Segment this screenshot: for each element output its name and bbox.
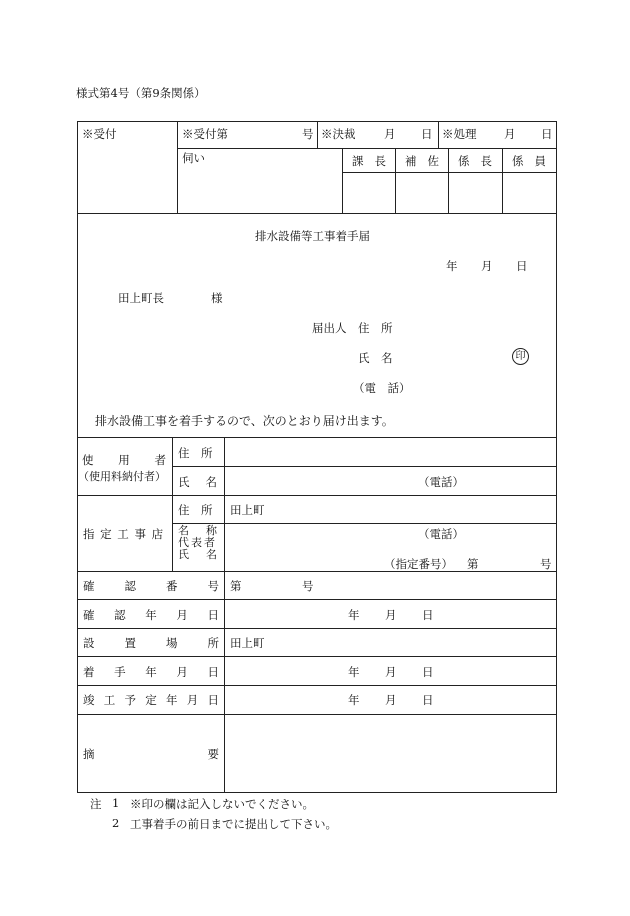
divider bbox=[77, 571, 557, 572]
date-day: 日 bbox=[516, 259, 528, 273]
confirmation-number-label: 確 認 番 号 bbox=[83, 579, 219, 593]
addressee: 田上町長 bbox=[118, 291, 164, 305]
divider bbox=[77, 714, 557, 715]
location-value: 田上町 bbox=[230, 636, 265, 650]
divider bbox=[172, 523, 557, 524]
applicant-name-label: 氏 名 bbox=[358, 351, 393, 365]
role-header: 補 佐 bbox=[405, 154, 439, 168]
divider bbox=[317, 121, 318, 148]
confirmation-year: 年 bbox=[348, 608, 360, 622]
divider bbox=[177, 121, 178, 213]
processing-month: 月 bbox=[504, 127, 516, 141]
note-1-text: ※印の欄は記入しないでください。 bbox=[130, 797, 314, 811]
confirmation-month: 月 bbox=[385, 608, 397, 622]
user-name-label: 氏 名 bbox=[178, 475, 217, 489]
confirmation-number-prefix: 第 bbox=[230, 579, 242, 593]
divider bbox=[77, 599, 557, 600]
contractor-label: 指 定 工 事 店 bbox=[83, 527, 165, 541]
completion-month: 月 bbox=[385, 693, 397, 707]
role-header: 課 長 bbox=[352, 154, 386, 168]
contractor-address-label: 住 所 bbox=[178, 503, 213, 517]
form-title: 排水設備等工事着手届 bbox=[255, 229, 370, 243]
processing-day: 日 bbox=[541, 127, 553, 141]
user-label-sub: （使用料納付者） bbox=[78, 470, 166, 483]
divider bbox=[177, 148, 557, 149]
processing-label: ※処理 bbox=[442, 127, 477, 141]
start-day: 日 bbox=[422, 665, 434, 679]
contractor-phone-label: （電話） bbox=[418, 527, 464, 541]
contractor-name-label-1: 名 称 bbox=[178, 524, 217, 537]
note-2-number: 2 bbox=[112, 816, 120, 830]
divider bbox=[502, 148, 503, 213]
applicant-address-label: 住 所 bbox=[358, 321, 393, 335]
contractor-name-label-2: 代表者 bbox=[178, 536, 217, 549]
completion-day: 日 bbox=[422, 693, 434, 707]
note-2-text: 工事着手の前日までに提出して下さい。 bbox=[130, 817, 337, 831]
divider bbox=[395, 148, 396, 213]
note-1-number: 1 bbox=[112, 796, 120, 810]
decision-label: ※決裁 bbox=[321, 127, 356, 141]
user-phone-label: （電話） bbox=[418, 475, 464, 489]
divider bbox=[172, 437, 173, 571]
statement: 排水設備工事を着手するので、次のとおり届け出ます。 bbox=[95, 414, 394, 428]
divider bbox=[77, 656, 557, 657]
contractor-address-value: 田上町 bbox=[230, 503, 265, 517]
decision-day: 日 bbox=[421, 127, 433, 141]
divider bbox=[77, 685, 557, 686]
date-month: 月 bbox=[481, 259, 493, 273]
completion-year: 年 bbox=[348, 693, 360, 707]
notes-heading: 注 bbox=[90, 797, 102, 811]
user-label: 使 用 者 bbox=[82, 453, 166, 467]
start-month: 月 bbox=[385, 665, 397, 679]
user-address-label: 住 所 bbox=[178, 446, 213, 460]
divider bbox=[77, 213, 557, 214]
role-header: 係 長 bbox=[458, 154, 492, 168]
designation-number-prefix: 第 bbox=[467, 557, 479, 571]
completion-date-label: 竣 工 予 定 年 月 日 bbox=[83, 693, 219, 707]
location-label: 設 置 場 所 bbox=[83, 636, 219, 650]
date-year: 年 bbox=[446, 259, 458, 273]
reception-number-label: ※受付第 bbox=[182, 127, 228, 141]
reception-label: ※受付 bbox=[82, 127, 117, 141]
divider bbox=[77, 628, 557, 629]
divider bbox=[172, 466, 557, 467]
honorific: 様 bbox=[211, 291, 223, 305]
divider bbox=[224, 437, 225, 792]
seal-mark: 印 bbox=[512, 348, 529, 365]
start-date-label: 着 手 年 月 日 bbox=[83, 665, 219, 679]
designation-number-suffix: 号 bbox=[540, 557, 552, 571]
applicant-phone-label: （電 話） bbox=[353, 381, 411, 395]
divider bbox=[342, 148, 343, 213]
role-header: 係 員 bbox=[512, 154, 546, 168]
form-number: 様式第4号（第9条関係） bbox=[76, 86, 206, 100]
reception-number-suffix: 号 bbox=[302, 127, 314, 141]
confirmation-date-label: 確 認 年 月 日 bbox=[83, 608, 219, 622]
divider bbox=[77, 437, 557, 438]
divider bbox=[438, 121, 439, 148]
contractor-name-label-3: 氏 名 bbox=[178, 548, 217, 561]
remarks-label: 摘 要 bbox=[83, 747, 219, 761]
divider bbox=[448, 148, 449, 213]
confirmation-number-suffix: 号 bbox=[302, 579, 314, 593]
decision-month: 月 bbox=[384, 127, 396, 141]
designation-number-label: （指定番号） bbox=[384, 557, 453, 571]
inquiry-label: 伺い bbox=[182, 151, 205, 165]
confirmation-day: 日 bbox=[422, 608, 434, 622]
start-year: 年 bbox=[348, 665, 360, 679]
divider bbox=[77, 495, 557, 496]
applicant-label: 届出人 bbox=[312, 321, 347, 335]
divider bbox=[342, 172, 557, 173]
